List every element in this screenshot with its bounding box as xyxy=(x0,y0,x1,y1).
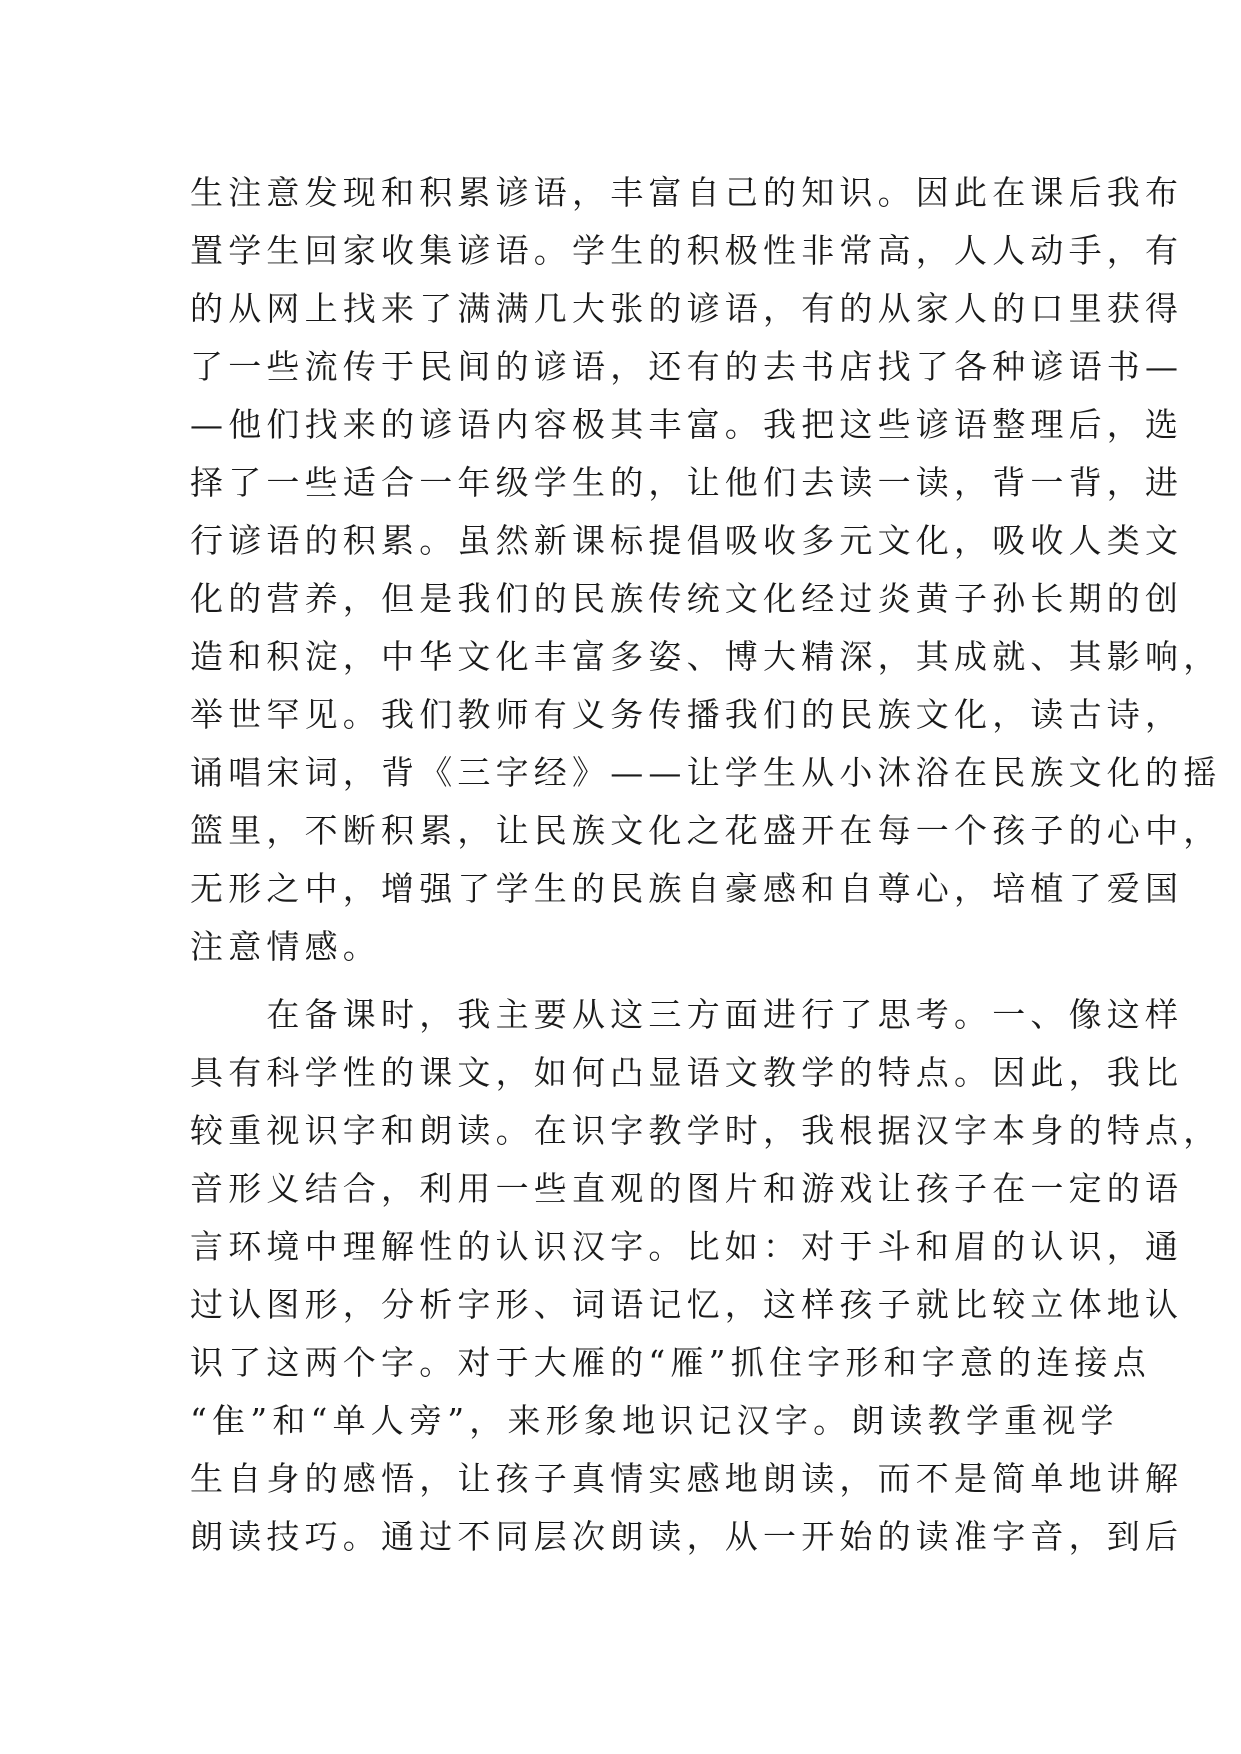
text-line: —他们找来的谚语内容极其丰富。我把这些谚语整理后，选 xyxy=(190,405,1184,444)
text-line: 化的营养，但是我们的民族传统文化经过炎黄子孙长期的创 xyxy=(190,579,1184,618)
text-line: 择了一些适合一年级学生的，让他们去读一读，背一背，进 xyxy=(190,463,1184,502)
paragraph-gap xyxy=(190,976,1070,986)
text-line: 生注意发现和积累谚语，丰富自己的知识。因此在课后我布 xyxy=(190,173,1184,212)
text-line: 注意情感。 xyxy=(190,927,381,966)
text-line: 诵唱宋词，背《三字经》——让学生从小沐浴在民族文化的摇 xyxy=(190,753,1222,792)
text-line: 行谚语的积累。虽然新课标提倡吸收多元文化，吸收人类文 xyxy=(190,521,1184,560)
text-line: 过认图形，分析字形、词语记忆，这样孩子就比较立体地认 xyxy=(190,1285,1184,1324)
text-line: 识了这两个字。对于大雁的“雁”抓住字形和字意的连接点 xyxy=(190,1343,1151,1382)
text-line: “隹”和“单人旁”，来形象地识记汉字。朗读教学重视学 xyxy=(190,1401,1119,1440)
document-body xyxy=(190,164,1222,1566)
paragraph-1 xyxy=(190,164,1222,976)
text-line: 音形义结合，利用一些直观的图片和游戏让孩子在一定的语 xyxy=(190,1169,1184,1208)
paragraph-2 xyxy=(190,986,1222,1566)
text-line: 置学生回家收集谚语。学生的积极性非常高，人人动手，有 xyxy=(190,231,1184,270)
text-line: 较重视识字和朗读。在识字教学时，我根据汉字本身的特点， xyxy=(190,1111,1222,1150)
text-line: 无形之中，增强了学生的民族自豪感和自尊心，培植了爱国 xyxy=(190,869,1184,908)
text-line: 篮里，不断积累，让民族文化之花盛开在每一个孩子的心中， xyxy=(190,811,1222,850)
text-line: 的从网上找来了满满几大张的谚语，有的从家人的口里获得 xyxy=(190,289,1184,328)
text-line: 在备课时，我主要从这三方面进行了思考。一、像这样 xyxy=(190,995,1184,1034)
text-line: 造和积淀，中华文化丰富多姿、博大精深，其成就、其影响， xyxy=(190,637,1222,676)
text-line: 了一些流传于民间的谚语，还有的去书店找了各种谚语书— xyxy=(190,347,1184,386)
text-line: 具有科学性的课文，如何凸显语文教学的特点。因此，我比 xyxy=(190,1053,1184,1092)
text-line: 举世罕见。我们教师有义务传播我们的民族文化，读古诗， xyxy=(190,695,1184,734)
text-line: 朗读技巧。通过不同层次朗读，从一开始的读准字音，到后 xyxy=(190,1517,1184,1556)
text-line: 生自身的感悟，让孩子真情实感地朗读，而不是简单地讲解 xyxy=(190,1459,1184,1498)
text-line: 言环境中理解性的认识汉字。比如：对于斗和眉的认识，通 xyxy=(190,1227,1184,1266)
